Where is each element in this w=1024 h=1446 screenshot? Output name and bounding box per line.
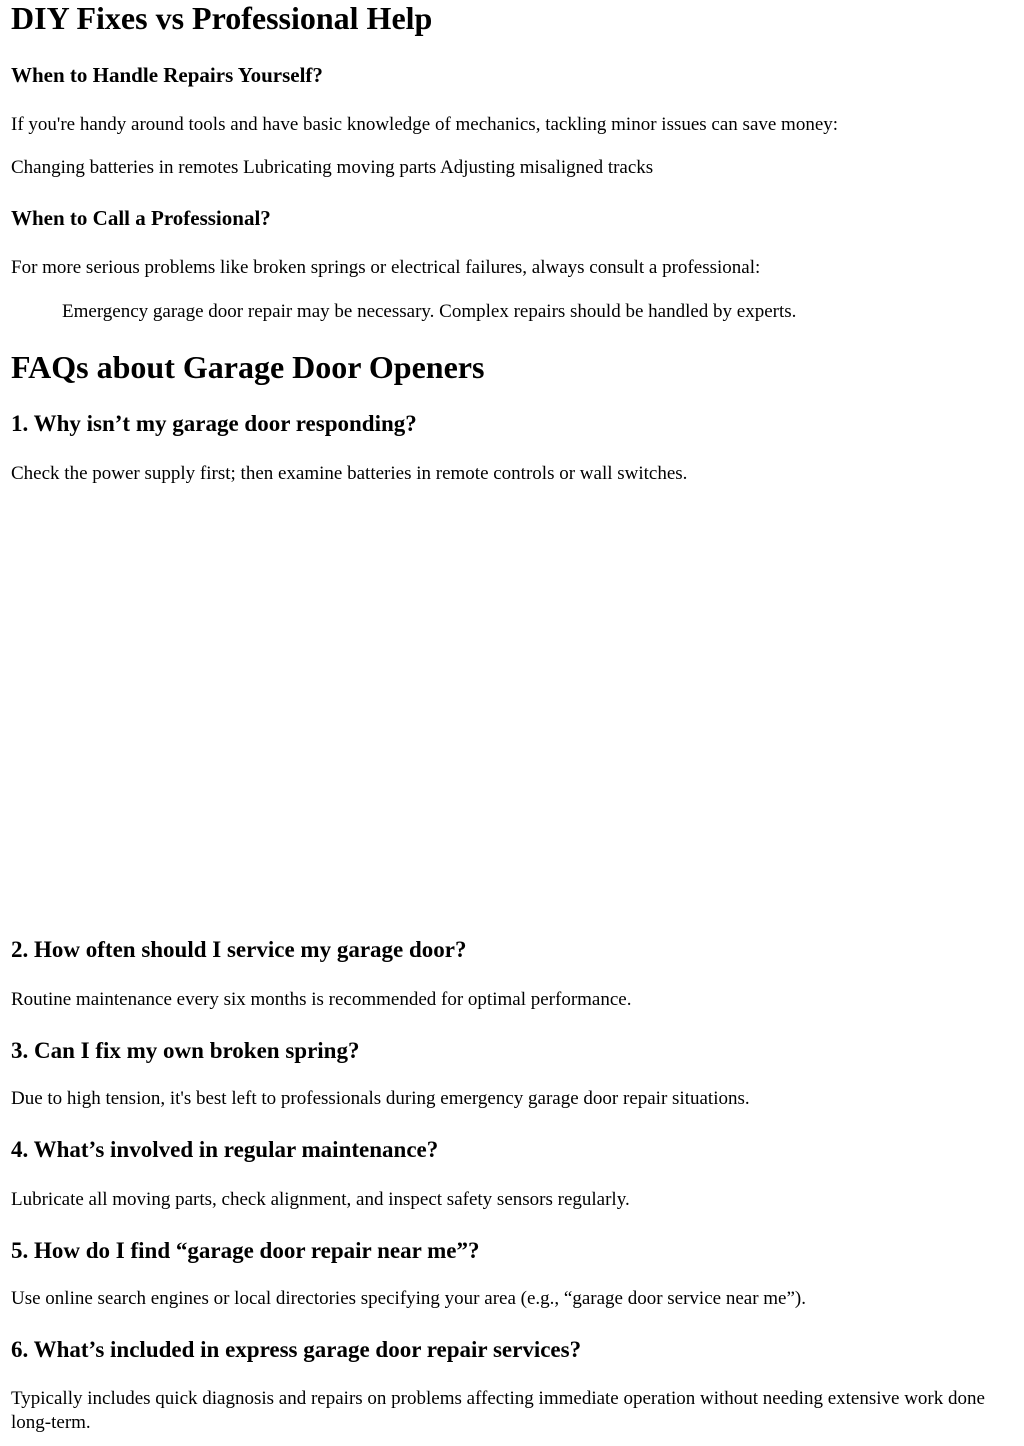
section-title-faq: FAQs about Garage Door Openers: [11, 349, 485, 385]
paragraph-pro-intro: For more serious problems like broken springs or electrical failures, always consult a professional:: [11, 257, 761, 278]
faq-answer-2: Routine maintenance every six months is recommended for optimal performance.: [11, 989, 632, 1010]
faq-answer-3: Due to high tension, it's best left to professionals during emergency garage door repair situations.: [11, 1088, 750, 1109]
blockquote-pro: Emergency garage door repair may be necessary. Complex repairs should be handled by experts.: [62, 301, 797, 322]
faq-question-4: 4. What’s involved in regular maintenance?: [11, 1137, 439, 1162]
faq-question-3: 3. Can I fix my own broken spring?: [11, 1038, 360, 1063]
heading-handle-yourself: When to Handle Repairs Yourself?: [11, 63, 323, 87]
faq-answer-6: Typically includes quick diagnosis and repairs on problems affecting immediate operation without needing extensive work done long-term.: [11, 1388, 985, 1433]
list-diy-tasks: Changing batteries in remotes Lubricating moving parts Adjusting misaligned tracks: [11, 157, 654, 178]
faq-answer-1: Check the power supply first; then examine batteries in remote controls or wall switches.: [11, 463, 688, 484]
section-title-diy: DIY Fixes vs Professional Help: [11, 0, 433, 36]
heading-call-professional: When to Call a Professional?: [11, 206, 271, 230]
faq-question-2: 2. How often should I service my garage door?: [11, 937, 467, 962]
faq-answer-5: Use online search engines or local directories specifying your area (e.g., “garage door service near me”).: [11, 1288, 806, 1309]
faq-question-5: 5. How do I find “garage door repair near me”?: [11, 1238, 480, 1263]
faq-question-6: 6. What’s included in express garage door repair services?: [11, 1337, 582, 1362]
faq-answer-4: Lubricate all moving parts, check alignment, and inspect safety sensors regularly.: [11, 1189, 630, 1210]
faq-question-1: 1. Why isn’t my garage door responding?: [11, 411, 417, 436]
paragraph-yourself-intro: If you're handy around tools and have basic knowledge of mechanics, tackling minor issues can save money:: [11, 114, 839, 135]
